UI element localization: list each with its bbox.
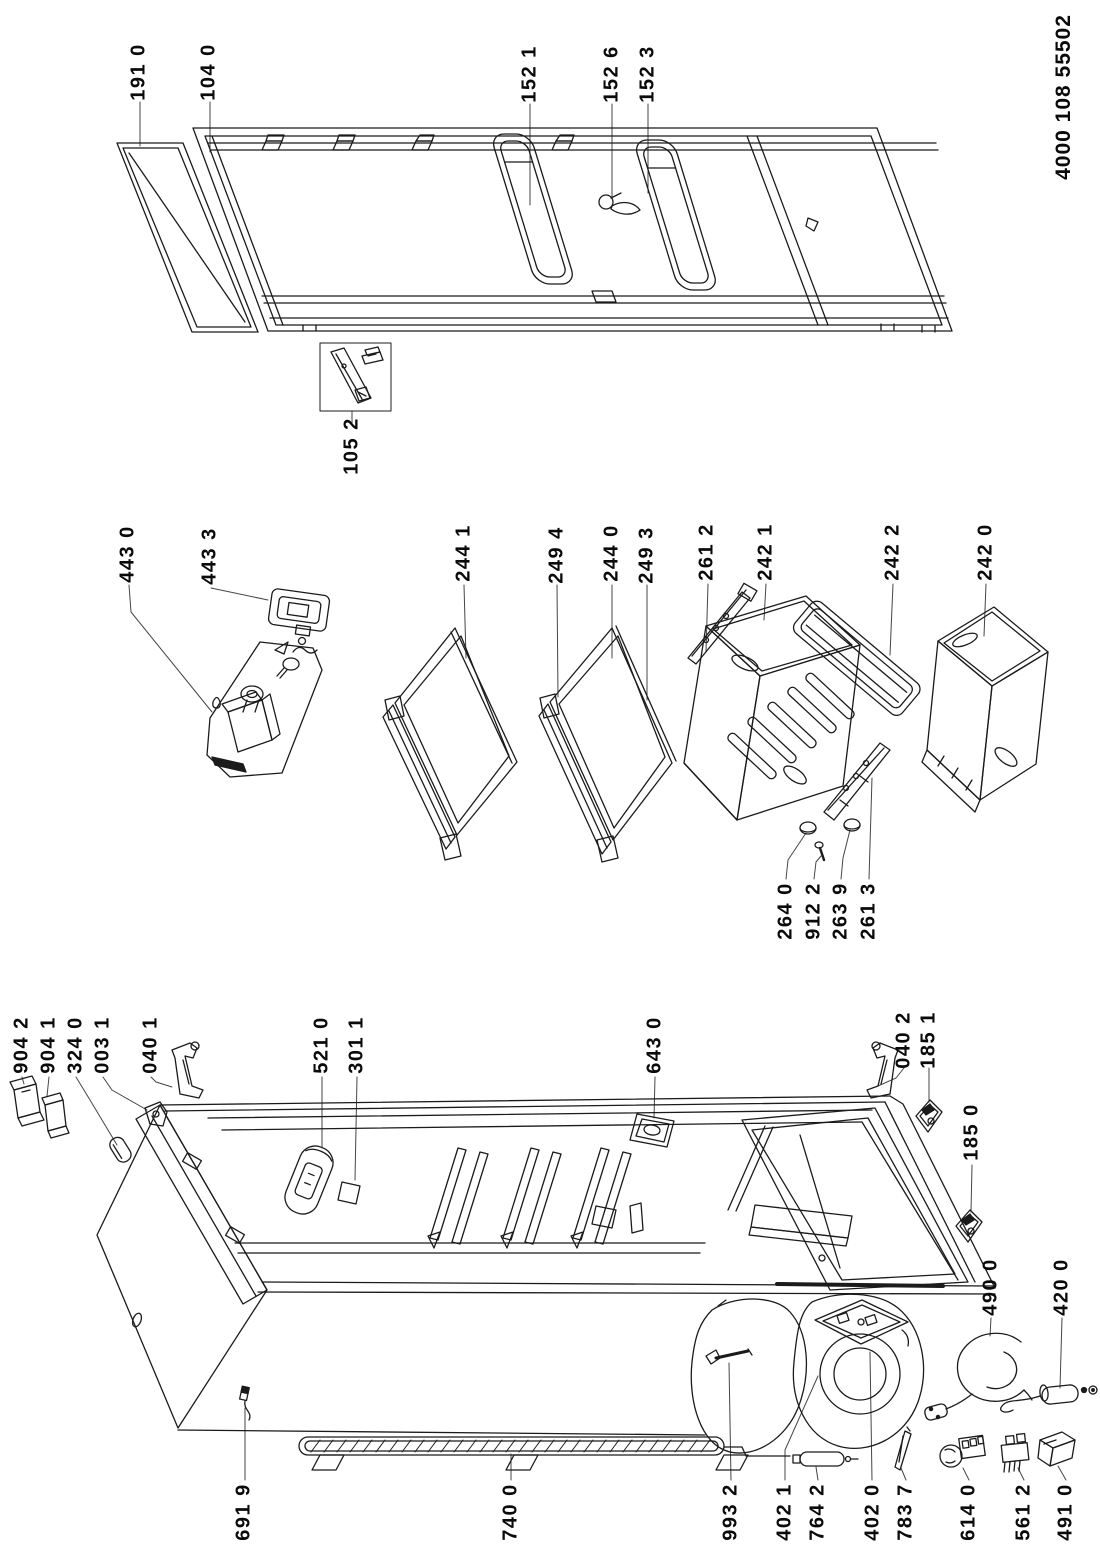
part-label: 402 0 (861, 1483, 884, 1541)
handle-kit-box (320, 343, 391, 411)
part-label: 904 1 (37, 1016, 60, 1074)
part-label: 561 2 (1012, 1483, 1035, 1541)
drawer-front-panel (790, 598, 923, 719)
service-wrench (706, 1349, 752, 1364)
part-label: 691 9 (232, 1483, 255, 1541)
part-label: 249 3 (635, 526, 658, 584)
door-bin-lower (633, 140, 719, 290)
vent-grille (630, 1114, 674, 1147)
freezer-drawer (922, 607, 1048, 812)
part-label: 443 3 (198, 527, 221, 585)
part-label: 740 0 (499, 1483, 522, 1541)
bracket-040-1 (172, 1042, 203, 1098)
part-label: 242 0 (974, 523, 997, 581)
part-label: 040 2 (892, 1011, 915, 1069)
hinge-bracket-904-1 (42, 1093, 69, 1138)
power-cord-coil (924, 1333, 1032, 1421)
drawer-rail-left (688, 583, 757, 664)
part-label: 152 1 (518, 45, 541, 103)
crisper-drawer (684, 596, 860, 820)
freezer-compartment (728, 1108, 968, 1290)
glass-shelf-upper (383, 628, 517, 860)
part-label: 301 1 (345, 1016, 368, 1074)
document-number: 4000 108 55502 (1052, 14, 1075, 180)
compressor (793, 1294, 923, 1448)
part-label: 643 0 (643, 1016, 666, 1074)
part-label: 104 0 (197, 43, 220, 101)
capacitor (1001, 1384, 1097, 1412)
part-label: 263 9 (829, 882, 852, 940)
condenser-grille (299, 1437, 790, 1470)
part-label: 185 1 (917, 1011, 940, 1069)
egg-tray-knob (599, 193, 640, 214)
part-label: 003 1 (91, 1016, 114, 1074)
thermostat-assembly (207, 638, 322, 778)
thermostat-cover (268, 588, 330, 636)
interior-shelf-ribs (428, 1148, 643, 1248)
cabinet-body (97, 1096, 995, 1435)
compressor-mount-plate (691, 1299, 806, 1453)
terminal-cover (1038, 1432, 1075, 1466)
part-label: 912 2 (802, 882, 825, 940)
part-label: 261 2 (695, 523, 718, 581)
part-label: 420 0 (1050, 1258, 1073, 1316)
part-label: 521 0 (310, 1016, 333, 1074)
part-label: 185 0 (960, 1103, 983, 1161)
part-label: 191 0 (127, 43, 150, 101)
hinge-plate-185-1 (916, 1100, 942, 1132)
capillary-tube (895, 1427, 911, 1470)
door-bin-upper (490, 134, 576, 284)
hinge-bracket-904-2 (10, 1076, 44, 1126)
part-label: 264 0 (774, 882, 797, 940)
part-label: 614 0 (957, 1483, 980, 1541)
part-label: 040 1 (139, 1016, 162, 1074)
lamp-assembly (280, 1141, 338, 1219)
part-label: 443 0 (116, 525, 139, 583)
drawer-rail-front (824, 743, 890, 820)
part-label: 764 2 (806, 1483, 829, 1541)
part-label: 491 0 (1054, 1483, 1077, 1541)
part-label: 993 2 (719, 1483, 742, 1541)
part-label: 490 0 (979, 1258, 1002, 1316)
start-relay (940, 1435, 985, 1467)
part-label: 249 4 (545, 526, 568, 584)
part-label: 242 1 (754, 523, 777, 581)
part-label: 105 2 (340, 417, 363, 475)
part-label: 244 0 (600, 524, 623, 582)
part-label: 261 3 (857, 882, 880, 940)
part-label: 152 6 (600, 45, 623, 103)
part-label: 402 1 (773, 1483, 796, 1541)
door-panel (193, 128, 952, 332)
thermostat-knob-plate (338, 1182, 360, 1204)
part-label: 904 2 (10, 1016, 33, 1074)
door-gasket (117, 143, 258, 332)
glass-shelf-lower (539, 626, 676, 862)
part-label: 783 7 (894, 1483, 917, 1541)
roller-cap-right (844, 819, 860, 831)
terminal-block (1001, 1434, 1029, 1472)
cap-324-0 (107, 1135, 133, 1165)
part-label: 152 3 (636, 45, 659, 103)
roller-cap-left (800, 822, 816, 834)
drier-filter (793, 1452, 858, 1466)
leader-lines (22, 102, 1066, 1480)
part-label: 242 2 (881, 523, 904, 581)
part-label: 324 0 (64, 1016, 87, 1074)
part-label: 244 1 (452, 524, 475, 582)
